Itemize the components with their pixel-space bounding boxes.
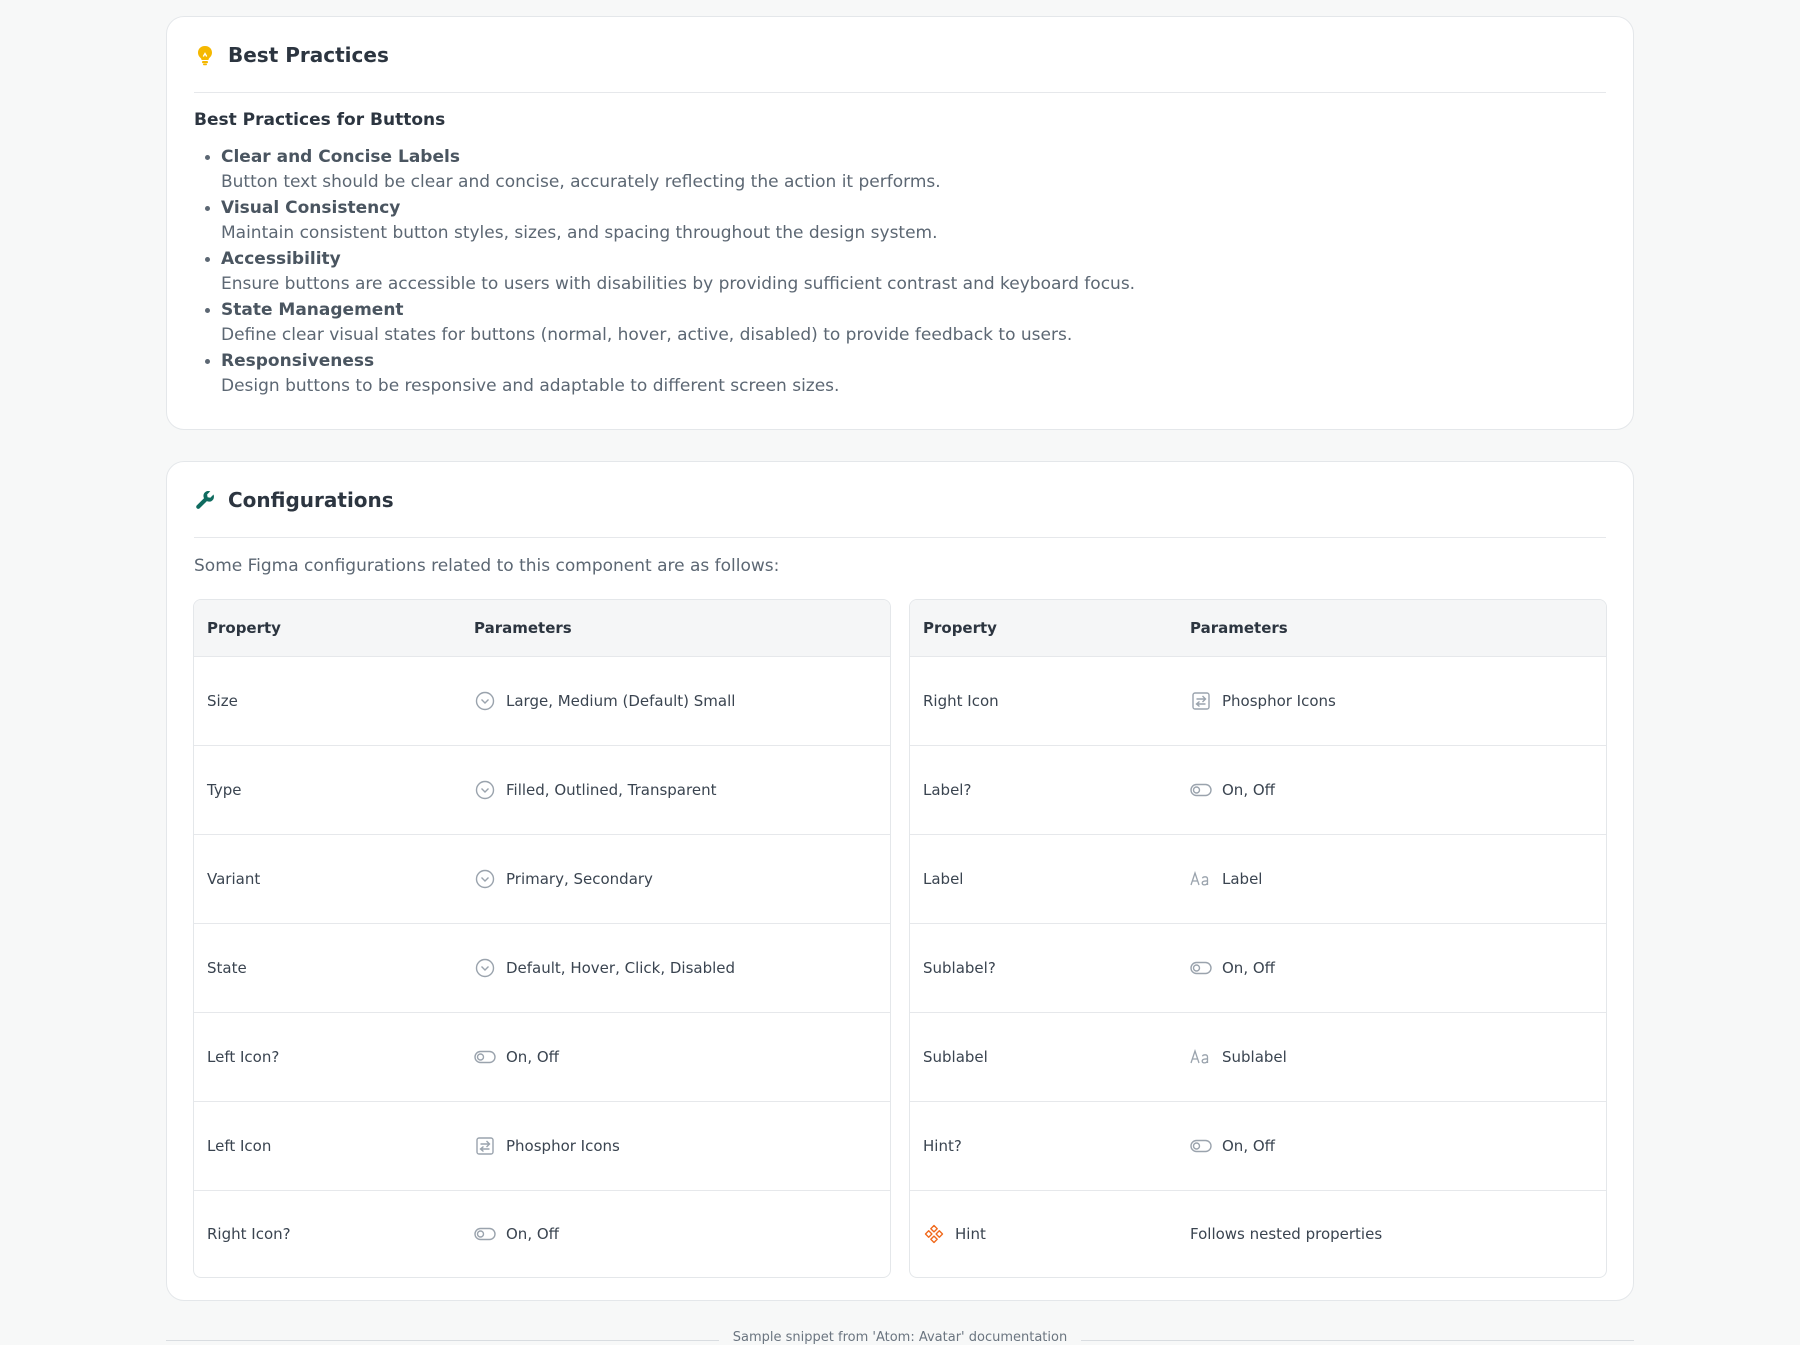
variant-icon xyxy=(474,868,496,890)
parameters-cell: Primary, Secondary xyxy=(506,870,653,888)
property-cell: Type xyxy=(207,781,242,799)
property-cell: Right Icon? xyxy=(207,1225,291,1243)
property-cell: Left Icon xyxy=(207,1137,272,1155)
config-table-left xyxy=(193,599,891,1278)
table-row xyxy=(910,1191,1606,1277)
list-item-description: Ensure buttons are accessible to users with disabilities by providing sufficient contrast and keyboard focus. xyxy=(221,274,1136,294)
list-item xyxy=(194,145,1594,196)
toggle-icon xyxy=(474,1046,496,1068)
table-row xyxy=(910,1013,1606,1102)
best-practices-list xyxy=(194,145,1594,400)
parameters-cell: Default, Hover, Click, Disabled xyxy=(506,959,736,977)
swap-icon xyxy=(1190,690,1212,712)
table-row xyxy=(910,1102,1606,1191)
variant-icon xyxy=(474,690,496,712)
table-row xyxy=(194,746,890,835)
table-row xyxy=(194,657,890,746)
table-row xyxy=(194,1102,890,1191)
property-cell: State xyxy=(207,959,247,977)
list-item xyxy=(194,196,1594,247)
column-header-parameters: Parameters xyxy=(474,619,572,637)
property-cell: Sublabel? xyxy=(923,959,996,977)
column-header-parameters: Parameters xyxy=(1190,619,1288,637)
parameters-cell: Phosphor Icons xyxy=(506,1137,620,1155)
property-cell: Label xyxy=(923,870,964,888)
parameters-cell: On, Off xyxy=(506,1048,559,1066)
table-header xyxy=(910,600,1606,657)
parameters-cell: Sublabel xyxy=(1222,1048,1287,1066)
list-item-title: Accessibility xyxy=(221,249,341,269)
text-icon xyxy=(1190,1046,1212,1068)
list-item-title: State Management xyxy=(221,300,404,320)
table-row xyxy=(910,835,1606,924)
list-item xyxy=(194,298,1594,349)
list-item xyxy=(194,349,1594,400)
list-item-title: Clear and Concise Labels xyxy=(221,147,460,167)
lightbulb-icon xyxy=(194,44,216,66)
table-row xyxy=(910,657,1606,746)
configurations-intro: Some Figma configurations related to this component are as follows: xyxy=(194,556,780,576)
property-cell: Variant xyxy=(207,870,261,888)
property-cell: Left Icon? xyxy=(207,1048,280,1066)
swap-icon xyxy=(474,1135,496,1157)
list-item-description: Design buttons to be responsive and adaptable to different screen sizes. xyxy=(221,376,840,396)
parameters-cell: Filled, Outlined, Transparent xyxy=(506,781,717,799)
config-table-right xyxy=(909,599,1607,1278)
list-item-title: Visual Consistency xyxy=(221,198,401,218)
column-header-property: Property xyxy=(923,619,997,637)
column-header-property: Property xyxy=(207,619,281,637)
configurations-header xyxy=(194,462,1606,538)
list-item-description: Define clear visual states for buttons (normal, hover, active, disabled) to provide feedback to users. xyxy=(221,325,1073,345)
footer-caption: Sample snippet from 'Atom: Avatar' documentation xyxy=(719,1330,1081,1345)
parameters-cell: Phosphor Icons xyxy=(1222,692,1336,710)
parameters-cell: On, Off xyxy=(1222,1137,1275,1155)
parameters-cell: Large, Medium (Default) Small xyxy=(506,692,736,710)
list-item xyxy=(194,247,1594,298)
parameters-cell: Label xyxy=(1222,870,1263,888)
text-icon xyxy=(1190,868,1212,890)
toggle-icon xyxy=(474,1223,496,1245)
list-item-title: Responsiveness xyxy=(221,351,375,371)
toggle-icon xyxy=(1190,957,1212,979)
table-row xyxy=(194,1191,890,1277)
list-item-description: Maintain consistent button styles, sizes, and spacing throughout the design system. xyxy=(221,223,938,243)
property-cell: Size xyxy=(207,692,238,710)
best-practices-section-title: Best Practices for Buttons xyxy=(194,110,446,130)
property-cell: Label? xyxy=(923,781,972,799)
property-cell: Hint? xyxy=(923,1137,962,1155)
best-practices-card xyxy=(166,16,1634,430)
best-practices-header xyxy=(194,17,1606,93)
toggle-icon xyxy=(1190,779,1212,801)
configurations-title: Configurations xyxy=(228,487,394,512)
parameters-cell: On, Off xyxy=(506,1225,559,1243)
property-cell: Hint xyxy=(955,1225,986,1243)
variant-icon xyxy=(474,957,496,979)
table-row xyxy=(194,924,890,1013)
table-row xyxy=(910,924,1606,1013)
parameters-cell: On, Off xyxy=(1222,781,1275,799)
list-item-description: Button text should be clear and concise, accurately reflecting the action it performs. xyxy=(221,172,941,192)
table-header xyxy=(194,600,890,657)
component-icon xyxy=(923,1223,945,1245)
parameters-cell: On, Off xyxy=(1222,959,1275,977)
table-row xyxy=(194,835,890,924)
wrench-icon xyxy=(194,489,216,511)
variant-icon xyxy=(474,779,496,801)
table-row xyxy=(910,746,1606,835)
parameters-cell: Follows nested properties xyxy=(1190,1225,1383,1243)
toggle-icon xyxy=(1190,1135,1212,1157)
property-cell: Right Icon xyxy=(923,692,999,710)
table-row xyxy=(194,1013,890,1102)
configurations-card xyxy=(166,461,1634,1301)
best-practices-title: Best Practices xyxy=(228,42,389,67)
property-cell: Sublabel xyxy=(923,1048,988,1066)
